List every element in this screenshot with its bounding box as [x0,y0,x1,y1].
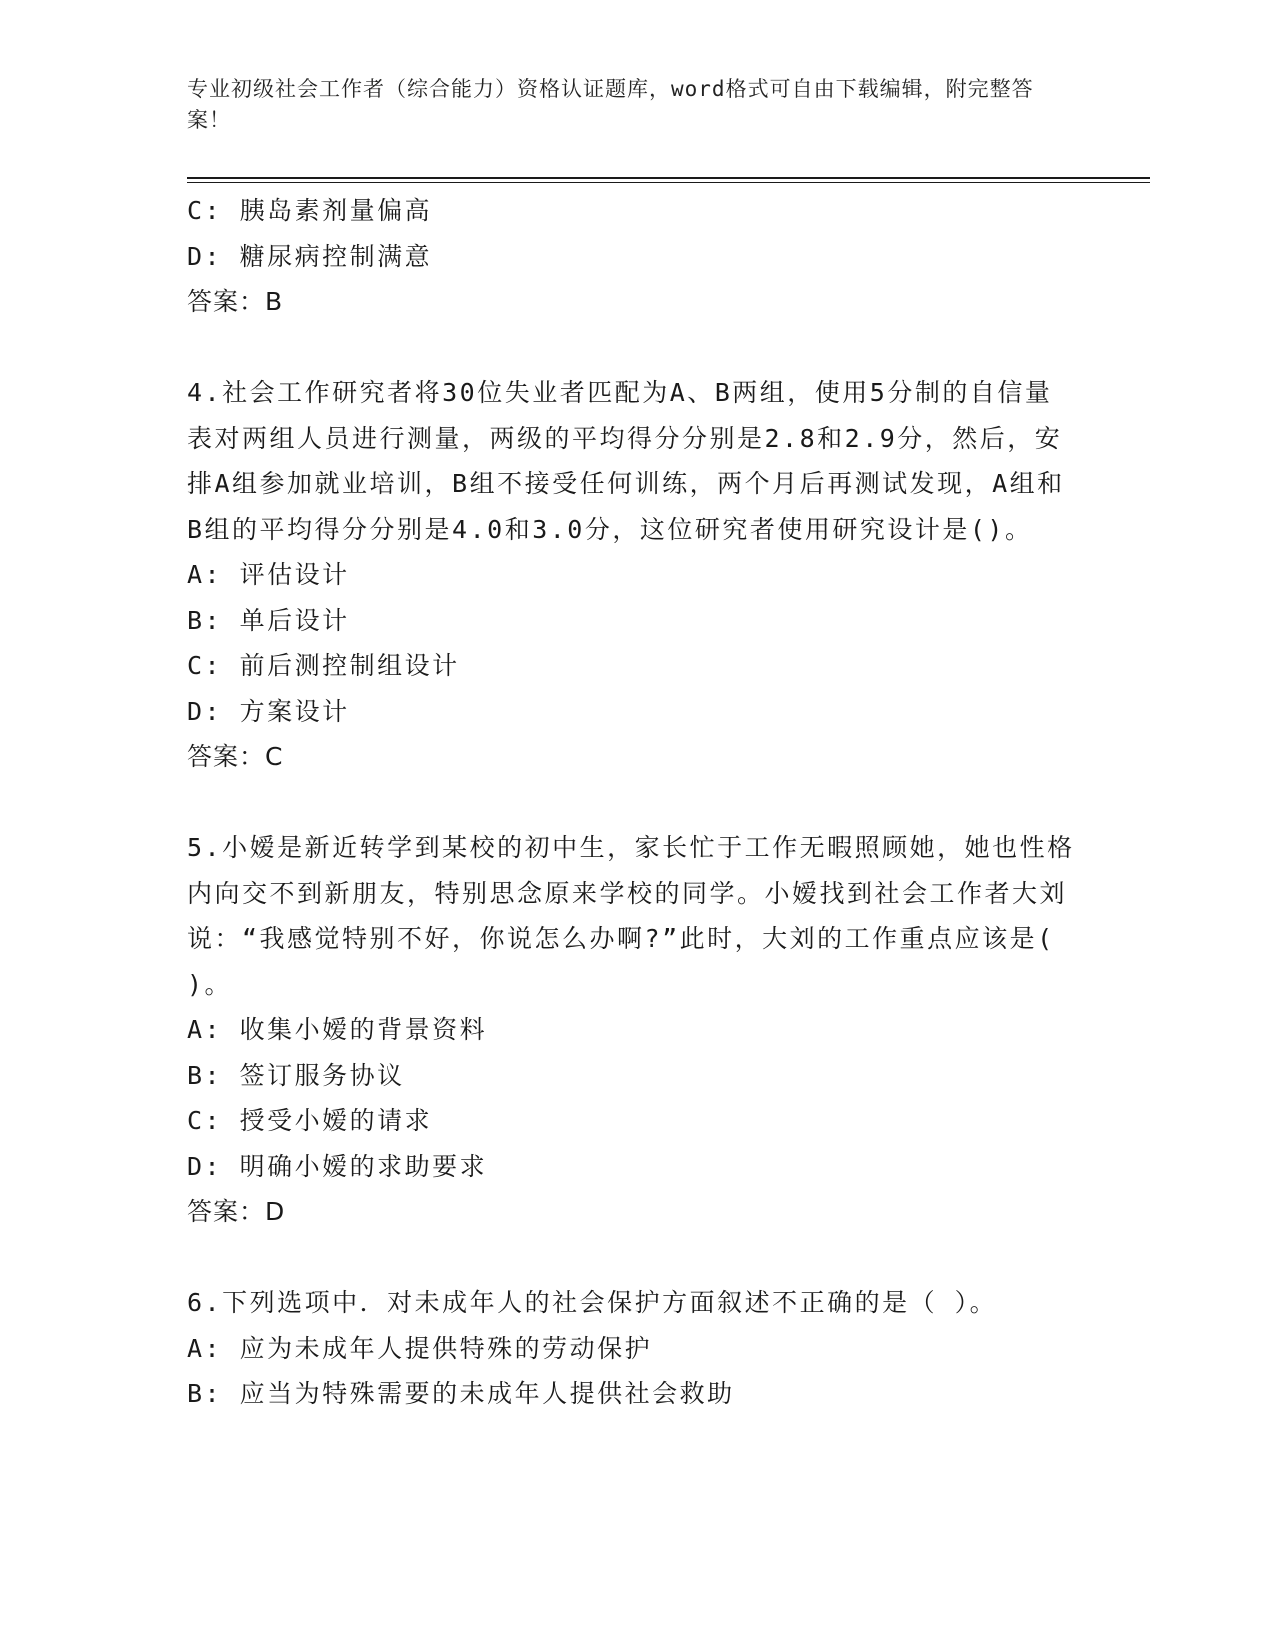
option-d: D: 明确小嫒的求助要求 [187,1151,488,1181]
option-a: A: 收集小嫒的背景资料 [187,1015,488,1044]
option-d: D: 方案设计 [187,696,350,726]
question-content [187,188,1087,1417]
option-b: B: 单后设计 [187,605,350,635]
spacer [187,325,1087,371]
option-b: B: 应当为特殊需要的未成年人提供社会救助 [187,1379,735,1408]
spacer [187,1235,1087,1281]
option-d: D: 糖尿病控制满意 [187,241,433,271]
question-stem: 6.下列选项中．对未成年人的社会保护方面叙述不正确的是（ ）。 [187,1288,998,1317]
question-5 [187,825,1087,1235]
option-c: C: 胰岛素剂量偏高 [187,196,433,225]
answer-line: 答案：C [187,742,284,771]
option-c: C: 授受小嫒的请求 [187,1106,433,1135]
answer-line: 答案：B [187,287,284,316]
option-b: B: 签订服务协议 [187,1060,405,1090]
option-c: C: 前后测控制组设计 [187,651,460,680]
page-header: 专业初级社会工作者（综合能力）资格认证题库，word格式可自由下载编辑，附完整答案！ [187,77,1034,132]
spacer [187,780,1087,826]
question-6 [187,1280,1087,1417]
question-stem: 5.小嫒是新近转学到某校的初中生，家长忙于工作无暇照顾她，她也性格内向交不到新朋友，特别思念原来学校的同学。小嫒找到社会工作者大刘说：“我感觉特别不好，你说怎么办啊?”此时，大刘的工作重点应该是( )。 [187,833,1075,999]
question-stem: 4.社会工作研究者将30位失业者匹配为A、B两组，使用5分制的自信量表对两组人员进行测量，两级的平均得分分别是2.8和2.9分，然后，安排A组参加就业培训，B组不接受任何训练，两个月后再测试发现，A组和B组的平均得分分别是4.0和3.0分，这位研究者使用研究设计是()。 [187,378,1065,544]
option-a: A: 应为未成年人提供特殊的劳动保护 [187,1333,653,1363]
header-divider-thick [187,177,1150,179]
question-4 [187,370,1087,780]
option-a: A: 评估设计 [187,560,350,589]
header-divider-thin [187,182,1150,183]
question-3-tail [187,188,1087,325]
answer-line: 答案：D [187,1197,286,1226]
